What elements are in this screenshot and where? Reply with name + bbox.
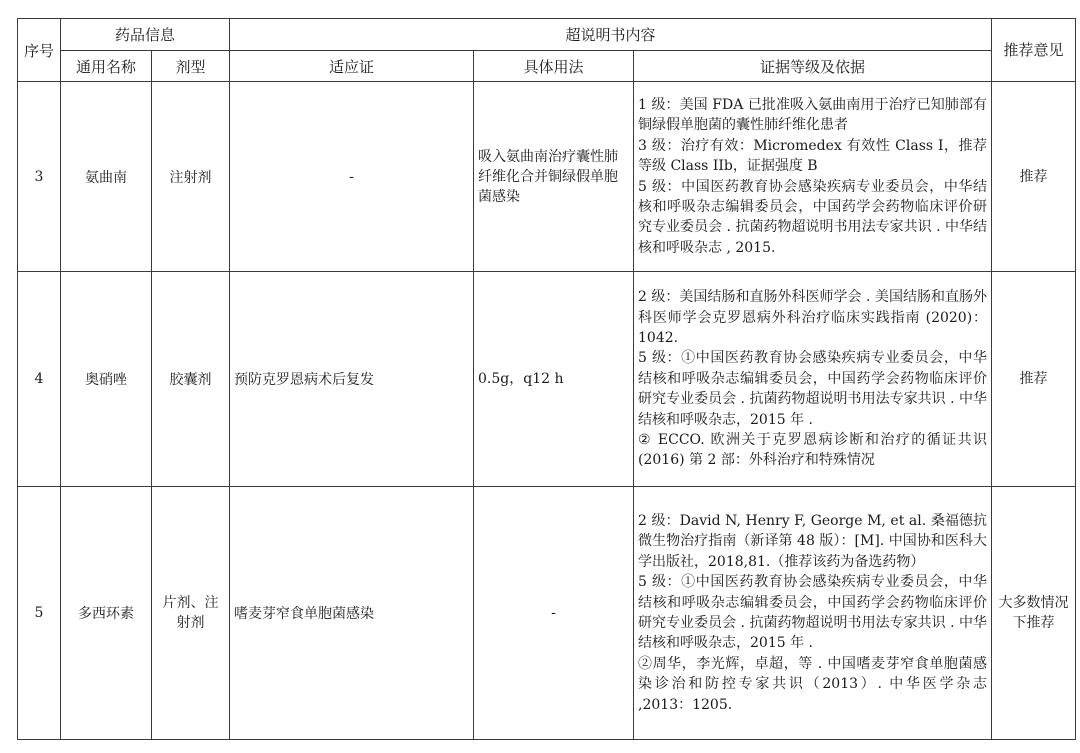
header-row-2 (18, 51, 1076, 82)
cell-generic-name: 奥硝唑 (61, 272, 152, 487)
header-generic-name: 通用名称 (61, 51, 152, 82)
cell-seq: 4 (18, 272, 61, 487)
cell-generic-name: 多西环素 (61, 487, 152, 740)
cell-usage: 0.5g，q12 h (474, 272, 634, 487)
cell-dosage-form: 胶囊剂 (152, 272, 230, 487)
evidence-line: ②周华，李光辉，卓超，等 . 中国嗜麦芽窄食单胞菌感染诊治和防控专家共识（2013）. 中华医学杂志 ,2013：1205. (638, 655, 988, 713)
header-usage: 具体用法 (474, 51, 634, 82)
offlabel-drug-table (17, 18, 1076, 740)
cell-evidence (634, 82, 992, 272)
evidence-line: 5 级：中国医药教育协会感染疾病专业委员会，中华结核和呼吸杂志编辑委员会，中国药学会药物临床评价研究专业委员会 . 抗菌药物超说明书用法专家共识 . 中华结核和呼吸杂志 , 2015. (638, 178, 988, 256)
cell-recommendation: 推荐 (992, 82, 1076, 272)
header-seq: 序号 (18, 19, 61, 82)
evidence-line: 5 级：①中国医药教育协会感染疾病专业委员会，中华结核和呼吸杂志编辑委员会，中国药学会药物临床评价研究专业委员会 . 抗菌药物超说明书用法专家共识 . 中华结核和呼吸杂志，2015 年 . (638, 574, 988, 652)
evidence-line: ② ECCO. 欧洲关于克罗恩病诊断和治疗的循证共识 (2016) 第 2 部：外科治疗和特殊情况 (638, 432, 988, 469)
header-evidence: 证据等级及依据 (634, 51, 992, 82)
cell-usage: - (474, 487, 634, 740)
table-row (18, 487, 1076, 740)
header-recommendation: 推荐意见 (992, 19, 1076, 82)
cell-seq: 3 (18, 82, 61, 272)
header-indication: 适应证 (230, 51, 474, 82)
cell-dosage-form: 注射剂 (152, 82, 230, 272)
cell-usage: 吸入氨曲南治疗囊性肺纤维化合并铜绿假单胞菌感染 (474, 82, 634, 272)
evidence-line: 2 级：David N, Henry F, George M, et al. 桑福德抗微生物治疗指南（新译第 48 版）：[M]. 中国协和医科大学出版社，2018,81.（推荐该药为备选药物） (638, 512, 988, 570)
table-row (18, 272, 1076, 487)
cell-indication: 嗜麦芽窄食单胞菌感染 (230, 487, 474, 740)
cell-indication: 预防克罗恩病术后复发 (230, 272, 474, 487)
cell-dosage-form: 片剂、注射剂 (152, 487, 230, 740)
evidence-line: 3 级：治疗有效：Micromedex 有效性 Class I，推荐等级 Class IIb，证据强度 B (638, 137, 988, 175)
cell-recommendation: 推荐 (992, 272, 1076, 487)
evidence-line: 5 级：①中国医药教育协会感染疾病专业委员会，中华结核和呼吸杂志编辑委员会，中国药学会药物临床评价研究专业委员会 . 抗菌药物超说明书用法专家共识 . 中华结核和呼吸杂志，2015 年 . (638, 350, 988, 428)
header-drug-info: 药品信息 (61, 19, 230, 51)
cell-evidence (634, 272, 992, 487)
cell-indication: - (230, 82, 474, 272)
cell-evidence (634, 487, 992, 740)
header-row-1 (18, 19, 1076, 51)
evidence-line: 2 级：美国结肠和直肠外科医师学会 . 美国结肠和直肠外科医师学会克罗恩病外科治疗临床实践指南 (2020)：1042. (638, 289, 988, 346)
evidence-line: 1 级：美国 FDA 已批准吸入氨曲南用于治疗已知肺部有铜绿假单胞菌的囊性肺纤维化患者 (638, 96, 988, 134)
header-dosage-form: 剂型 (152, 51, 230, 82)
table-row (18, 82, 1076, 272)
cell-generic-name: 氨曲南 (61, 82, 152, 272)
cell-seq: 5 (18, 487, 61, 740)
cell-recommendation: 大多数情况下推荐 (992, 487, 1076, 740)
header-offlabel-content: 超说明书内容 (230, 19, 992, 51)
